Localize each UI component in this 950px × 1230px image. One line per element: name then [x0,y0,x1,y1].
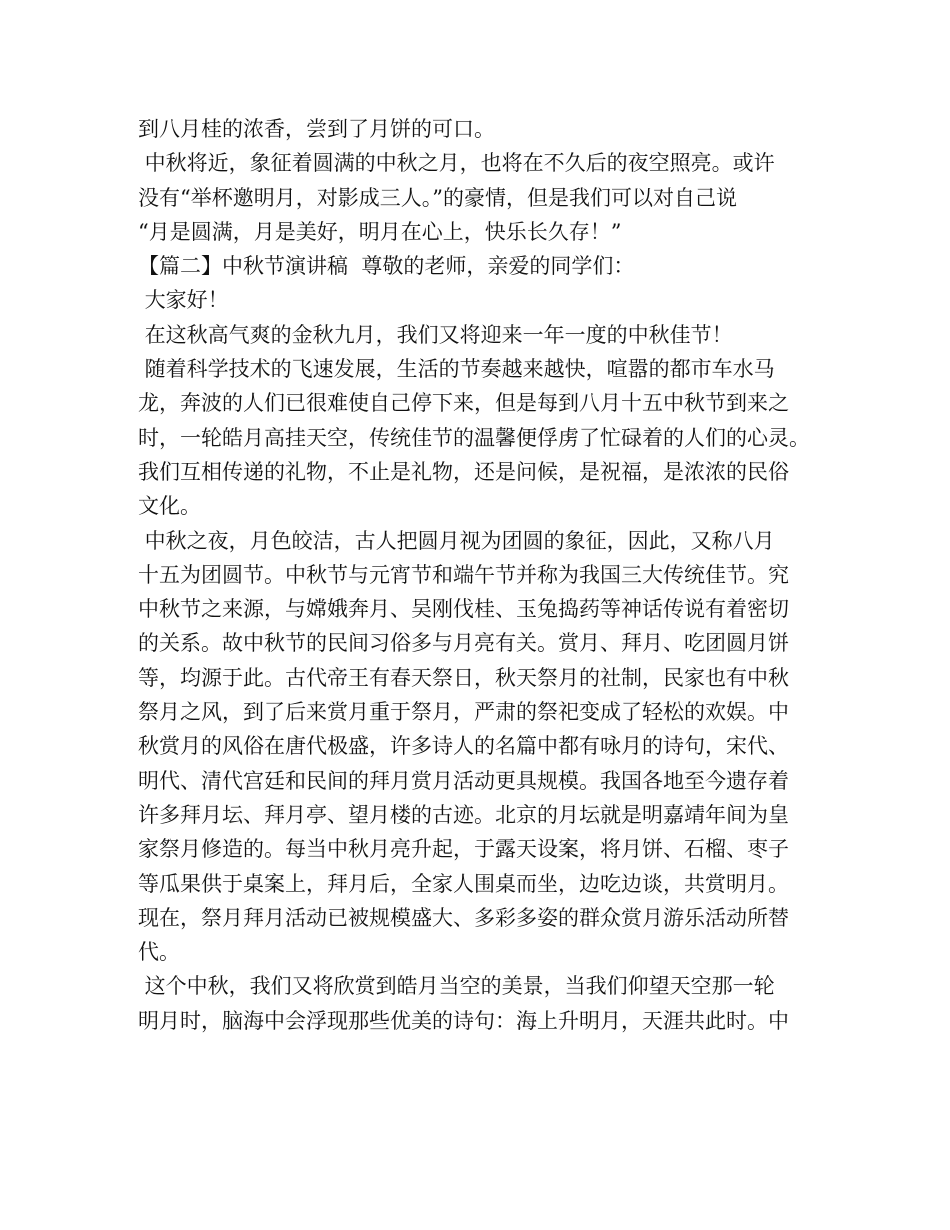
text-line: 这个中秋，我们又将欣赏到皓月当空的美景，当我们仰望天空那一轮 [138,974,775,999]
text-line: 代。 [138,940,180,965]
document-body [138,112,828,1038]
text-line: 等瓜果供于桌案上，拜月后，全家人围桌而坐，边吃边谈，共赏明月。 [138,871,789,896]
text-line: 祭月之风，到了后来赏月重于祭月，严肃的祭祀变成了轻松的欢娱。中 [138,700,789,725]
text-line: 秋赏月的风俗在唐代极盛，许多诗人的名篇中都有咏月的诗句，宋代、 [138,734,789,759]
text-line: 中秋将近，象征着圆满的中秋之月，也将在不久后的夜空照亮。或许 [138,151,775,176]
text-line: 许多拜月坛、拜月亭、望月楼的古迹。北京的月坛就是明嘉靖年间为皇 [138,802,789,827]
text-line: 龙，奔波的人们已很难使自己停下来，但是每到八月十五中秋节到来之 [138,391,789,416]
text-line: 明代、清代宫廷和民间的拜月赏月活动更具规模。我国各地至今遗存着 [138,768,789,793]
text-line: 十五为团圆节。中秋节与元宵节和端午节并称为我国三大传统佳节。究 [138,562,789,587]
text-line: 明月时，脑海中会浮现那些优美的诗句：海上升明月，天涯共此时。中 [138,1008,789,1033]
text-line: “月是圆满，月是美好，明月在心上，快乐长久存！” [138,219,622,244]
text-line: 等，均源于此。古代帝王有春天祭日，秋天祭月的社制，民家也有中秋 [138,665,789,690]
text-line: 随着科学技术的飞速发展，生活的节奏越来越快，喧嚣的都市车水马 [138,357,775,382]
text-line: 的关系。故中秋节的民间习俗多与月亮有关。赏月、拜月、吃团圆月饼 [138,631,789,656]
text-line: 文化。 [138,494,201,519]
text-line: 没有“举杯邀明月，对影成三人。”的豪情，但是我们可以对自己说 [138,185,737,210]
text-line: 时，一轮皓月高挂天空，传统佳节的温馨便俘虏了忙碌着的人们的心灵。 [138,425,810,450]
text-line: 我们互相传递的礼物，不止是礼物，还是问候，是祝福，是浓浓的民俗 [138,459,789,484]
text-line: 现在，祭月拜月活动已被规模盛大、多彩多姿的群众赏月游乐活动所替 [138,905,789,930]
text-line: 大家好！ [138,288,229,313]
text-line: 中秋之夜，月色皎洁，古人把圆月视为团圆的象征，因此，又称八月 [138,528,775,553]
text-line: 到八月桂的浓香，尝到了月饼的可口。 [138,117,495,141]
text-line: 中秋节之来源，与嫦娥奔月、吴刚伐桂、玉兔捣药等神话传说有着密切 [138,597,789,622]
text-line: 家祭月修造的。每当中秋月亮升起，于露天设案，将月饼、石榴、枣子 [138,837,789,862]
text-line: 在这秋高气爽的金秋九月，我们又将迎来一年一度的中秋佳节！ [138,322,733,347]
section-heading-line: 【篇二】中秋节演讲稿 尊敬的老师，亲爱的同学们： [138,254,635,279]
